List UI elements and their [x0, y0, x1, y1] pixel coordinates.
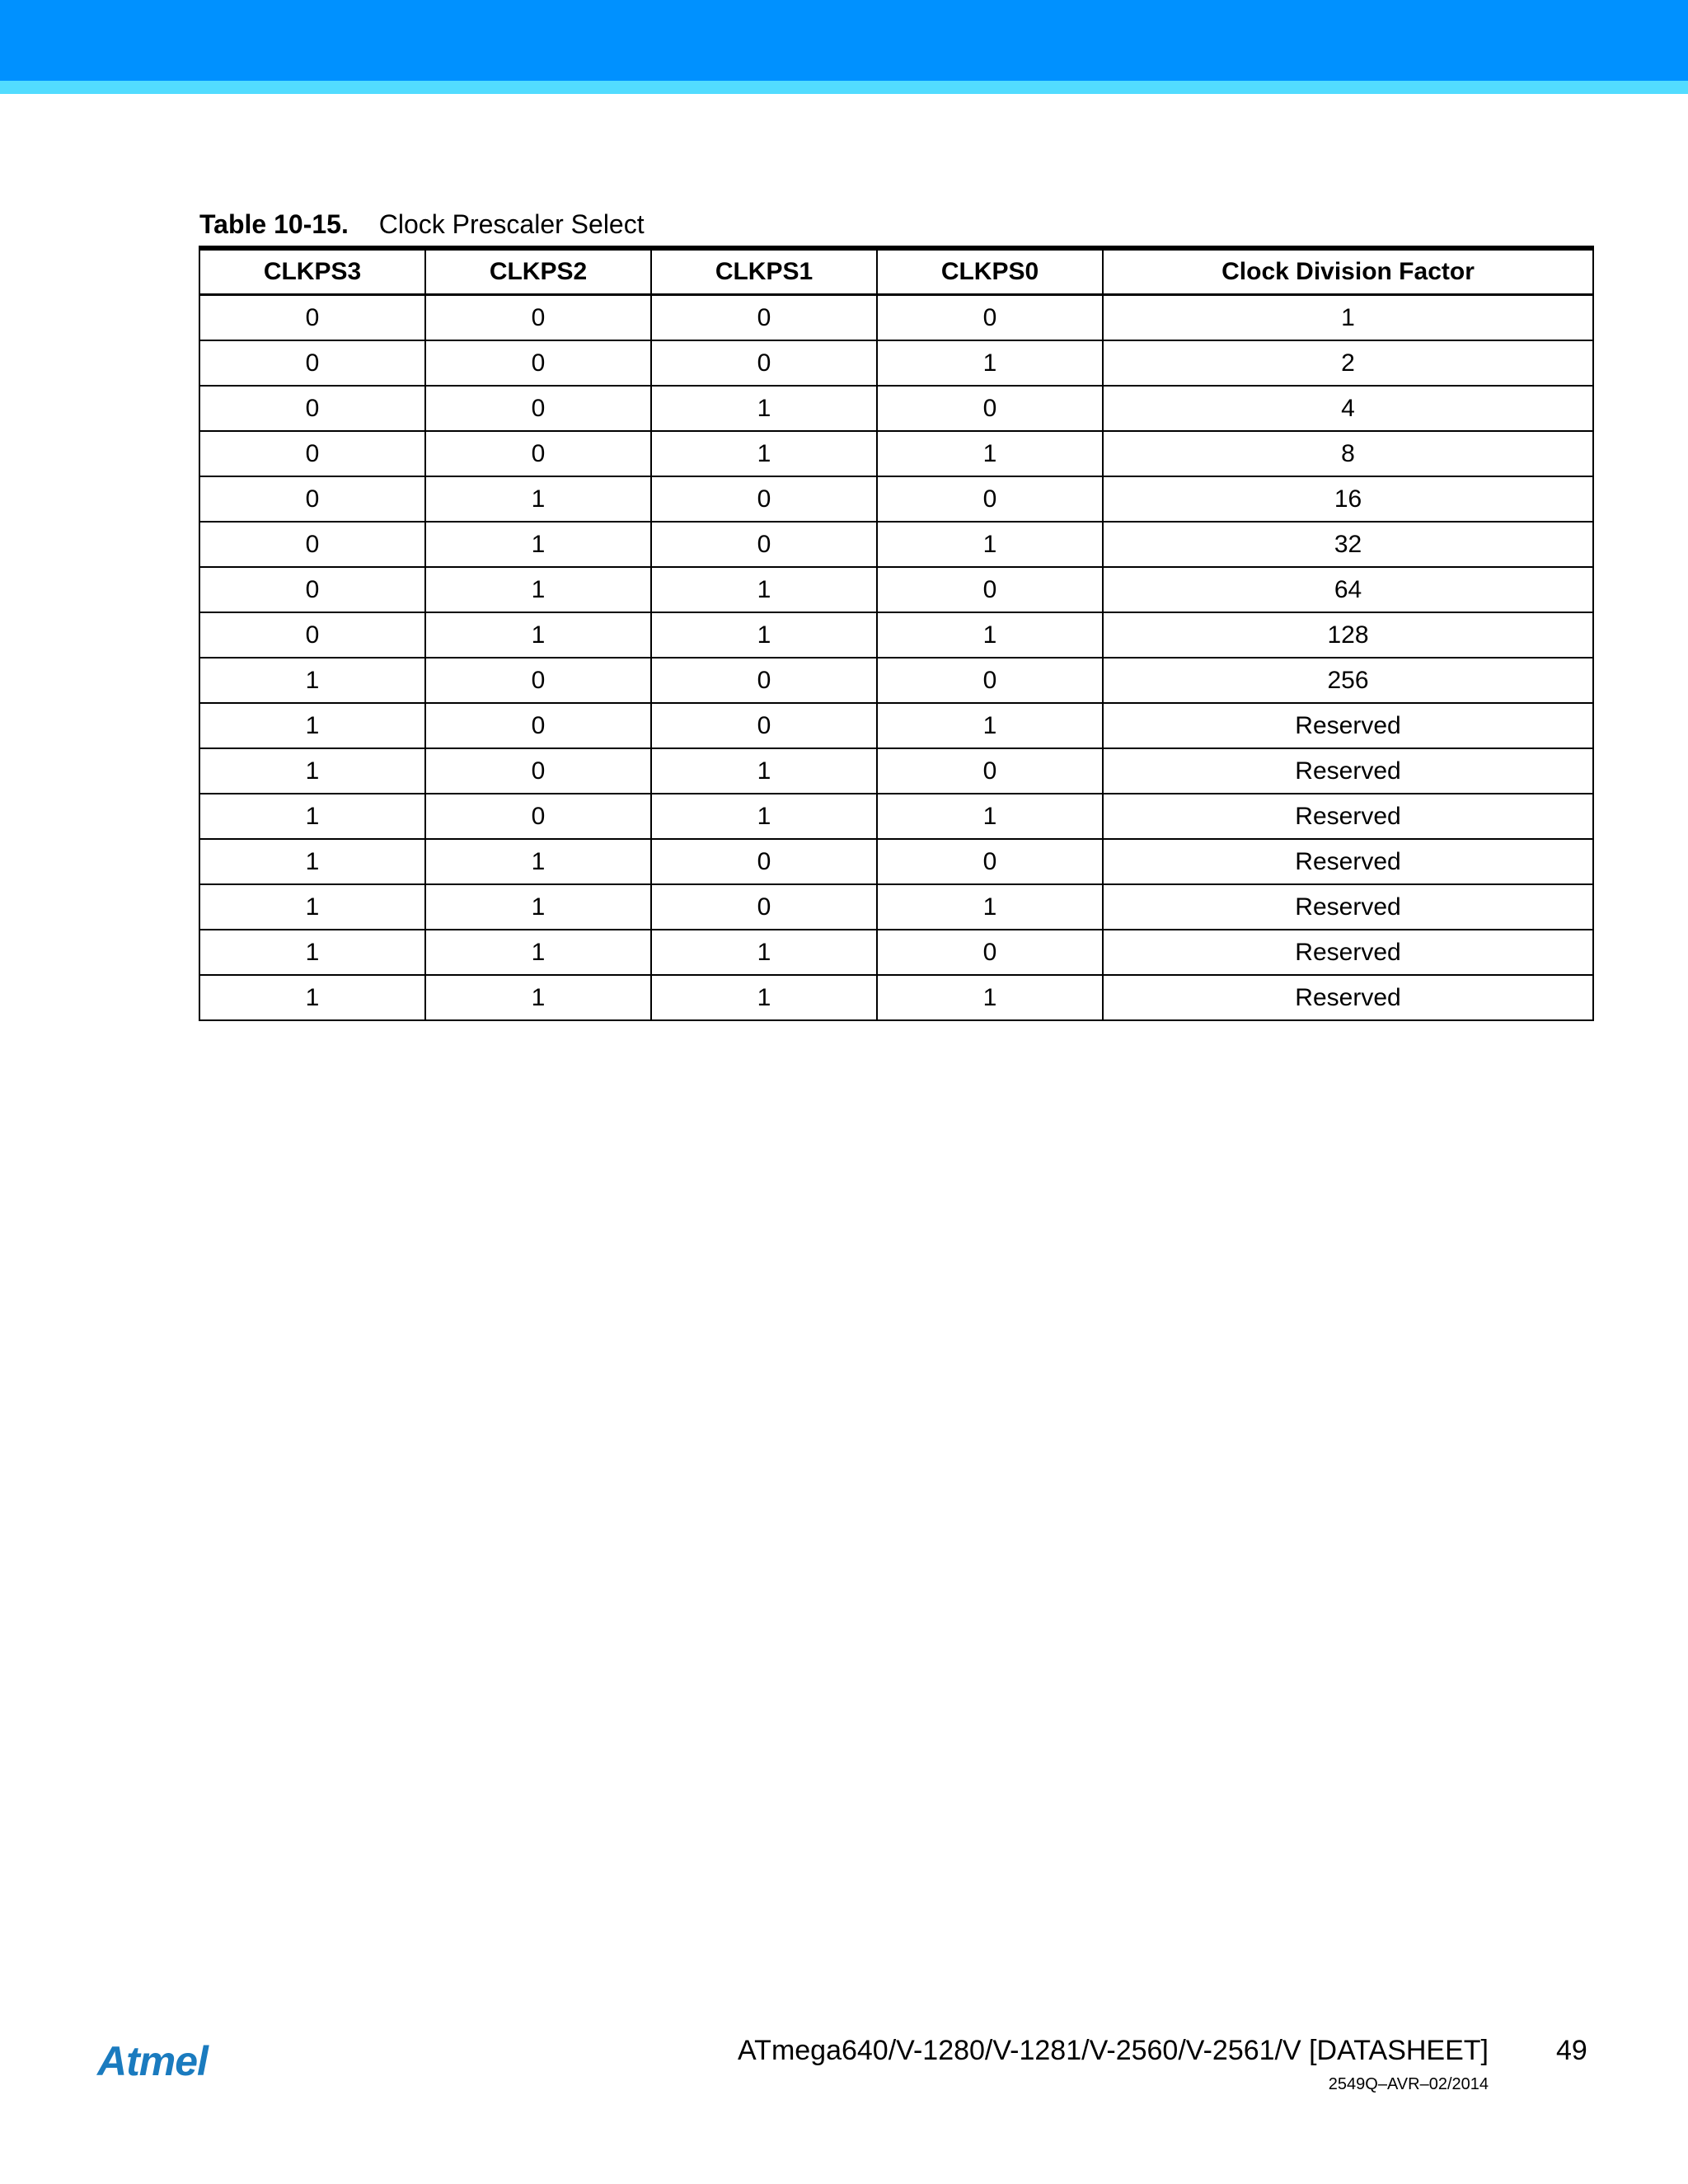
table-cell: 32: [1103, 522, 1593, 567]
table-row: [199, 567, 1593, 612]
svg-text:Atmel: Atmel: [97, 2038, 208, 2084]
column-header: CLKPS2: [425, 248, 651, 295]
table-cell: 0: [877, 386, 1103, 431]
table-cell: 0: [199, 431, 425, 476]
table-cell: 1: [651, 431, 877, 476]
atmel-logo: [96, 2036, 244, 2085]
table-row: [199, 431, 1593, 476]
table-cell: 1: [199, 884, 425, 930]
table-cell: 1: [877, 975, 1103, 1020]
table-cell: Reserved: [1103, 975, 1593, 1020]
table-cell: 4: [1103, 386, 1593, 431]
table-cell: 0: [877, 567, 1103, 612]
table-title: Clock Prescaler Select: [378, 209, 645, 239]
table-cell: 0: [651, 839, 877, 884]
table-cell: 1: [877, 703, 1103, 748]
table-cell: 1: [199, 748, 425, 794]
table-cell: 0: [651, 884, 877, 930]
table-cell: 0: [651, 658, 877, 703]
table-cell: 1: [425, 522, 651, 567]
table-cell: 1: [425, 884, 651, 930]
table-cell: 1: [651, 794, 877, 839]
table-cell: 0: [877, 930, 1103, 975]
table-cell: 0: [425, 748, 651, 794]
table-cell: 1: [877, 794, 1103, 839]
table-row: [199, 476, 1593, 522]
table-cell: 0: [199, 522, 425, 567]
table-row: [199, 930, 1593, 975]
table-cell: 0: [877, 748, 1103, 794]
table-cell: 0: [199, 386, 425, 431]
table-cell: 1: [651, 975, 877, 1020]
table-cell: 0: [651, 295, 877, 341]
table-cell: 64: [1103, 567, 1593, 612]
table-cell: 128: [1103, 612, 1593, 658]
table-row: [199, 612, 1593, 658]
table-cell: 0: [651, 703, 877, 748]
table-row: [199, 295, 1593, 341]
header-band: [0, 0, 1688, 81]
table-cell: 0: [425, 431, 651, 476]
table-row: [199, 975, 1593, 1020]
table-cell: 0: [651, 476, 877, 522]
table-cell: 0: [877, 839, 1103, 884]
table-row: [199, 748, 1593, 794]
table-cell: Reserved: [1103, 930, 1593, 975]
table-cell: 0: [425, 386, 651, 431]
table-body: [199, 295, 1593, 1021]
table-cell: 1: [877, 522, 1103, 567]
column-header: CLKPS0: [877, 248, 1103, 295]
table-cell: 1: [651, 930, 877, 975]
table-row: [199, 522, 1593, 567]
table-cell: 1: [651, 386, 877, 431]
table-cell: 0: [199, 340, 425, 386]
table-cell: 0: [199, 567, 425, 612]
table-row: [199, 884, 1593, 930]
table-cell: 0: [199, 476, 425, 522]
table-cell: 1: [877, 340, 1103, 386]
table-cell: 0: [425, 794, 651, 839]
table-cell: 0: [425, 340, 651, 386]
table-row: [199, 703, 1593, 748]
table-cell: 16: [1103, 476, 1593, 522]
table-cell: 1: [199, 839, 425, 884]
table-cell: Reserved: [1103, 884, 1593, 930]
table-cell: 1: [651, 612, 877, 658]
table-cell: Reserved: [1103, 703, 1593, 748]
column-header: Clock Division Factor: [1103, 248, 1593, 295]
table-cell: 0: [877, 295, 1103, 341]
table-cell: 1: [877, 884, 1103, 930]
header-stripe: [0, 81, 1688, 94]
table-cell: 0: [877, 476, 1103, 522]
clock-prescaler-table: [199, 246, 1592, 1021]
table-header-row: [199, 248, 1593, 295]
table-cell: 0: [199, 295, 425, 341]
table-cell: 0: [651, 522, 877, 567]
table-cell: 1: [425, 476, 651, 522]
table-cell: 1: [199, 703, 425, 748]
table-cell: 8: [1103, 431, 1593, 476]
table-row: [199, 658, 1593, 703]
table-cell: 1: [199, 975, 425, 1020]
table-cell: 1: [199, 794, 425, 839]
table-cell: 1: [425, 612, 651, 658]
table-cell: 256: [1103, 658, 1593, 703]
table-cell: 1: [877, 431, 1103, 476]
table-cell: 0: [199, 612, 425, 658]
table-cell: 0: [425, 295, 651, 341]
table-cell: 1: [199, 930, 425, 975]
table-row: [199, 794, 1593, 839]
table-row: [199, 386, 1593, 431]
page-number: 49: [1556, 2035, 1587, 2066]
table-cell: 1: [1103, 295, 1593, 341]
table-number: Table 10-15.: [199, 209, 349, 239]
document-code: 2549Q–AVR–02/2014: [1328, 2075, 1489, 2093]
table-cell: 1: [877, 612, 1103, 658]
table-cell: 1: [199, 658, 425, 703]
table-cell: Reserved: [1103, 839, 1593, 884]
table-cell: 1: [425, 567, 651, 612]
table-row: [199, 839, 1593, 884]
column-header: CLKPS1: [651, 248, 877, 295]
table-cell: 1: [425, 930, 651, 975]
table-cell: 1: [425, 975, 651, 1020]
table-cell: 0: [425, 703, 651, 748]
table-cell: Reserved: [1103, 748, 1593, 794]
column-header: CLKPS3: [199, 248, 425, 295]
table-cell: 0: [425, 658, 651, 703]
table-cell: 1: [651, 748, 877, 794]
table-cell: 0: [877, 658, 1103, 703]
table-cell: Reserved: [1103, 794, 1593, 839]
table-row: [199, 340, 1593, 386]
table-cell: 1: [425, 839, 651, 884]
table-cell: 1: [651, 567, 877, 612]
table-cell: 0: [651, 340, 877, 386]
document-title: ATmega640/V-1280/V-1281/V-2560/V-2561/V [DATASHEET]: [738, 2035, 1489, 2066]
table-caption: [199, 206, 645, 242]
table-cell: 2: [1103, 340, 1593, 386]
